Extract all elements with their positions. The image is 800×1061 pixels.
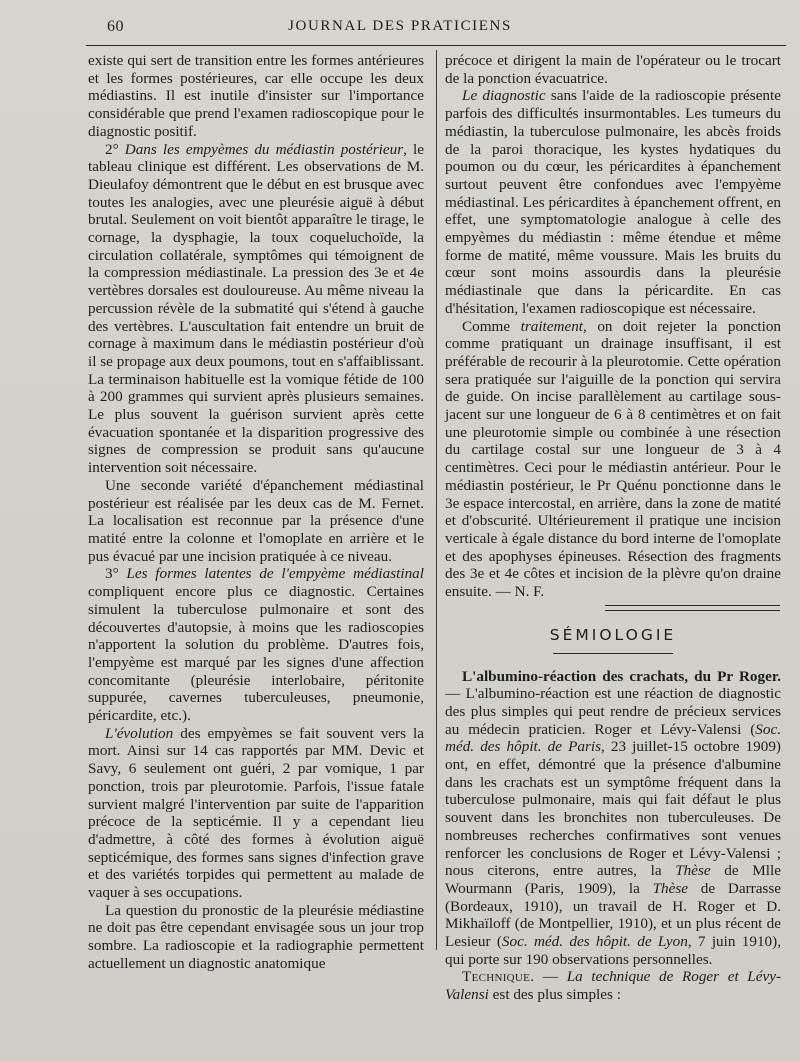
running-title: JOURNAL DES PRATICIENS — [288, 18, 512, 34]
numeral: 2° — [105, 140, 125, 158]
right-paragraph-1: précoce et dirigent la main de l'opérateur ou le trocart de la ponction évacuatrice. — [445, 52, 781, 87]
page-header — [0, 18, 800, 40]
italic-term: Thèse — [652, 879, 689, 897]
section-title-rule — [553, 653, 673, 654]
paragraph-text: , 23 juillet-15 octobre 1909) ont, en effet, démontré que la présence d'albumine dans les crachats est un symptôme fréquent dans la tuberculose pulmonaire, mais qui fait défaut le plus souvent dans les bronchites non tuberculeuses. De nombreuses recherches confirmatives sont venues renforcer les conclusions de Roger et Lévy-Valensi ; nous citerons, entre autres, la — [445, 738, 781, 880]
citation: Soc. méd. des hôpit. de Lyon — [501, 933, 688, 951]
paragraph-text: , 7 juin 1910), qui porte sur 190 observations personnelles. — [445, 933, 781, 968]
paragraph-text: — — [534, 968, 567, 986]
paragraph-text: de Darrasse (Bordeaux, 1910), un travail de H. Roger et D. Mikhaïloff (de Montpellier, 1910), et un plus récent de Lesieur ( — [445, 879, 781, 951]
header-rule — [86, 45, 786, 46]
paragraph-text: compliquent encore plus ce diagnostic. Certaines simulent la tuberculose pulmonaire et sont des découvertes d'autopsie, à moins que les radioscopies n'apportent la solution du problème. D'autres fois, l'empyème est marqué par les signes d'une affection concomitante (pleurésie interlobaire, péritonite suppurée, cavernes tuberculeuses, pneumonie, péricardite, etc.). — [88, 583, 424, 725]
numeral: 3° — [105, 565, 127, 583]
column-divider — [436, 50, 437, 950]
section-separator — [605, 605, 780, 611]
italic-heading: L'évolution — [105, 724, 174, 742]
left-paragraph-4 — [88, 565, 424, 724]
italic-term: La technique de Roger et Lévy-Valensi — [445, 968, 782, 1004]
citation: Soc. méd. des hôpit. de Paris — [445, 720, 781, 756]
paragraph-text: Comme — [462, 317, 521, 335]
left-paragraph-1: existe qui sert de transition entre les formes antérieures et les formes postérieures, car elle occupe les deux médiastins. Il est inutile d'insister sur l'importance considérable que prend l'examen radioscopique pour le diagnostic positif. — [88, 52, 424, 140]
paragraph-text: , le tableau clinique est différent. Les observations de M. Dieulafoy démontrent que le début en est brusque avec toutes les analogies, avec une pleurésie aiguë à début brutal. Seulement on voit bientôt apparaître le tirage, le cornage, la dysphagie, la toux coqueluchoïde, la circulation collatérale, symptômes qui témoignent de la compression médiastinale. La pression des 3e et 4e vertèbres dorsales est douloureuse. Au même niveau la percussion révèle de la submatité qui s'étend à gauche des vertèbres. L'auscultation fait entendre un bruit de cornage à maximum dans le médiastin postérieur d'où il se propage aux deux poumons, tout en s'affaiblissant. La terminaison habituelle est la vomique fétide de 100 à 200 grammes qui survient après plusieurs semaines. Le plus souvent la guérison survient après cette évacuation spontanée et la disparition progressive des signes de compression se produit sans qu'aucune intervention soit nécessaire. — [88, 140, 424, 477]
paragraph-text: — L'albumino-réaction est une réaction de diagnostic des plus simples qui peut rendre de précieux services au médecin praticien. Roger et Lévy-Valensi ( — [445, 685, 781, 738]
left-paragraph-2 — [88, 141, 424, 477]
left-paragraph-3: Une seconde variété d'épanchement médiastinal postérieur est réalisée par les deux cas de M. Fernet. La localisation est reconnue par la présence d'une matité entre la colonne et l'omoplate en arrière et le pus évacué par une incision pratiquée à ce niveau. — [88, 476, 424, 565]
italic-term: Thèse — [675, 862, 711, 880]
italic-heading: Les formes latentes de l'empyème médiastinal — [126, 565, 424, 583]
section-title: SÉMIOLOGIE — [549, 625, 677, 644]
paragraph-text: des empyèmes se fait souvent vers la mort. Ainsi sur 14 cas rapportés par MM. Devic et Savy, 6 seulement ont guéri, 2 par vomique, 1 par ponction, trois par pleurotomie. Parfois, l'issue fatale survient malgré l'intervention par suite de l'apparition précoce de la septicémie. Il y a cependant lieu d'admettre, à côté des formes à évolution aiguë septicémique, des formes sans signes d'infection grave et des variétés torpides qui permettent au malade de vaquer à ses occupations. — [88, 724, 424, 902]
italic-heading: Dans les empyèmes du médiastin postérieur — [124, 140, 404, 158]
page-number: 60 — [107, 18, 124, 35]
left-paragraph-6: La question du pronostic de la pleurésie médiastine ne doit pas être cependant envisagée sous un jour trop sombre. La radioscopie et la radiographie permettent actuellement un diagnostic anatomique — [88, 901, 424, 972]
paragraph-text: , on doit rejeter la ponction comme pratiquant un drainage insuffisant, il est préférable de recourir à la pleurotomie. Cette opération sera pratiquée sur l'aiguille de la ponction qui servira de guide. On incise parallèlement au cartilage sous-jacent sur une longueur de 6 à 8 centimètres et on fait une pleurotomie simple ou combinée à une résection du cartilage costal sur une longueur de 3 à 4 centimètres. Ceci pour le médiastin antérieur. Pour le médiastin postérieur, le Pr Quénu ponctionne dans le 3e espace intercostal, en arrière, dans la zone de matité et d'obscurité. Ultérieurement il pratique une incision verticale à égale distance du bord interne de l'omoplate et des apophyses épineuses. Résection des fragments des 3e et 4e côtes et incision de la plèvre qu'on draine ensuite. — N. F. — [445, 317, 782, 601]
italic-term: traitement — [520, 317, 584, 335]
right-column — [445, 52, 781, 1004]
right-paragraph-3 — [445, 318, 781, 601]
article-paragraph-1 — [445, 668, 781, 969]
italic-heading: Le diagnostic — [462, 87, 546, 105]
paragraph-text: sans l'aide de la radioscopie présente parfois des difficultés insurmontables. Les tumeurs du médiastin, la tuberculose pulmonaire, les abcès froids de la paroi thoracique, les kystes hydatiques du poumon ou du cœur, les péricardites à épanchement surtout peuvent être confondues avec l'empyème médiastinal. Les péricardites à épanchement offrent, en effet, une symptomatologie analogue à celle des empyèmes du médiastin : même étendue et même forme de matité, même voussure. Mais les bruits du cœur sont moins assourdis dans la pleurésie médiastinale que dans la péricardite. En cas d'hésitation, l'examen radioscopique est nécessaire. — [445, 87, 781, 317]
paragraph-text: de Mlle Wourmann (Paris, 1909), la — [445, 862, 781, 897]
left-column — [88, 52, 424, 973]
article-title: L'albumino-réaction des crachats, du Pr Roger. — [462, 667, 781, 685]
subheading: Technique. — [462, 968, 535, 986]
right-paragraph-2 — [445, 87, 781, 317]
article-paragraph-2 — [445, 968, 781, 1003]
paragraph-text: est des plus simples : — [488, 986, 621, 1004]
left-paragraph-5 — [88, 725, 424, 902]
